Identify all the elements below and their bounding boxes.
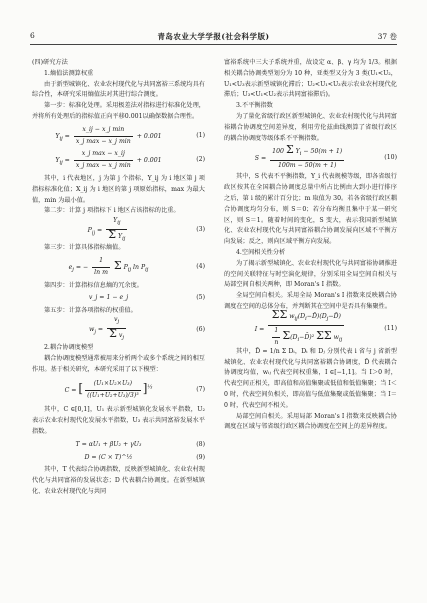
equation-8 [32,440,205,451]
eq8-expression: T = αU₁ + βU₂ + γU₃ [75,440,142,448]
equation-4: $e_j$ = − $\frac{1}{\text{ln m}}$ Σ $P_{ij}$ $\ln P_{ij}$ (4) [68,256,205,276]
paragraph: 其中，D̄ = 1/n Σ Dᵢ，Dᵢ 和 Dⱼ 分别代表 i 省与 j 省新型城镇化、农业农村现代化与共同富裕耦合协调度，D̄ 代表耦合协调度均值，wᵢⱼ 代表空间权重集，I ∈[−1,1]。当 I＞0 时，代表空间正相关，即高值和高值集聚或低值和低值集聚；当 I＜0 时，代表空间负相关，即高值与低值集聚或低值集聚；当 I＝0 时，代表空间不相关。 [224,347,397,409]
eq-number: (2) [196,156,205,164]
subsection-heading-spatial: 4.空间相关性分析 [236,248,286,256]
eq1-numerator: x_ij − x_j min [74,125,133,137]
paragraph: 局部空间自相关。采用局部 Moran's I 指数来反映耦合协调度在区域与邻省级行政区耦合协调度在空间上的差异程度。 [224,412,397,431]
paragraph: 为了量化省级行政区新型城镇化、农业农村现代化与共同富裕耦合协调度空间差异度，利用劳伦兹曲线测算了省级行政区的耦合协调度等级体系不平衡指数。 [224,112,397,142]
eq1-denominator: x_j max − x_j min [75,137,131,145]
eq-number: (7) [196,385,205,393]
subsection-heading-coupling: 2.耦合协调度模型 [44,343,94,351]
right-column [224,58,397,433]
paragraph: 其中，T 代表综合协调指数，反映新型城镇化、农业农村现代化与共同富裕的发展状态；D 代表耦合协调度。在新型城镇化、农业农村现代化与共同 [32,466,205,495]
journal-title: 青岛农业大学学报(社会科学版) [157,32,270,41]
eq-number: (4) [196,262,205,270]
eq2-denominator: x_j max − x_j min [75,162,131,170]
paragraph: 第一步：标准化处理。采用极差法对指标进行标准化处理，并将所有处理后的指标值正向平移0.001以确保数据合理性。 [32,102,205,120]
eq-number: (11) [384,325,397,333]
equation-5 [32,293,205,304]
eq-number: (6) [196,325,205,333]
paragraph: 耦合协调度模型通常被用来分析两个或多个系统之间的相互作用。基于相关研究，本研究采用了以下模型： [32,354,205,373]
eq9-expression: D = (C × T)^½ [84,453,133,461]
eq1-tail: + 0.001 [136,132,162,140]
eq-number: (9) [196,453,205,461]
paragraph: 为了揭示新型城镇化、农业农村现代化与共同富裕协调推进的空间关联特征与时空演化规律，分别采用全局空间自相关与局部空间自相关两种，即 Moran's I 指数。 [224,259,397,289]
equation-2: $Y_{ij}$ = $\frac{\text{x\_j max − x\_ij}}{\text{x\_j max − x\_j min}}$ + 0.001 (2) [32,149,205,172]
left-column [32,58,205,498]
eq-number: (1) [196,131,205,139]
paragraph: 由于新型城镇化、农业农村现代化与共同富裕三系统均具有综合性，本研究采用熵值法对其进行综合测度。 [32,80,205,99]
paragraph: 第二步：计算 j 项指标下 i 地区占该指标的比重。 [44,207,180,215]
equation-6: $w_j$ = $\frac{v_j}{\Sigma v_j}$ (6) [89,316,205,342]
paragraph: 第四步：计算指标信息熵的冗余度。 [44,281,143,289]
eq2-tail: + 0.001 [136,157,162,165]
equation-9 [32,453,205,464]
subsection-heading-imbalance: 3.不平衡指数 [236,102,273,110]
paragraph: 富裕系统中三大子系统并重，故设定 α、β、γ 均为 1/3。根据相关耦合协调类型划分为 10 种，亚类型又分为 3 类(U₁<U₂，U₁<U₃表示新型城镇化滞后；U₂<U₁<U₃表示农业农村现代化滞后；U₃<U₁<U₂表示共同富裕滞后)。 [224,59,397,99]
eq-number: (3) [196,225,205,233]
equation-3: $P_{ij}$ = $\frac{Y_{ij}}{\Sigma Y_{ij}}$ (3) [87,216,205,242]
eq5-expression: v_j = 1 − e_j [88,294,129,302]
volume-label: 37 卷 [377,32,397,41]
equation-1: $Y_{ij}$ = $\frac{\text{x\_ij − x\_j min}}{\text{x\_j max − x\_j min}}$ + 0.001 (1) [32,125,205,148]
paragraph: 第五步：计算各项指标的权重值。 [44,307,137,315]
equation-10: S = $\frac{100 \Sigma Y_i - 50(m + 1)}{100m - 50(m + 1)}$ (10) [254,142,397,169]
equation-11: I = ΣΣ $w_{ij}(D_i-D̄)(D_j-D̄)$ $\frac{1}{n}$ $\Sigma(D_i-D̄)^2$ ΣΣ $w_{ij}$ (11) [254,308,397,347]
section-heading: (四)研究方法 [32,59,68,66]
page-header [30,30,397,45]
paragraph: 第三步：计算具体指标熵值。 [44,244,125,252]
equation-7: C = [ $\frac{\text{(U₁×U₂×U₃)}}{\text{((U₁+U₂+U₃)/3)³}}$ ]$^{\frac{1}{3}}$ (7) [64,380,205,399]
eq-number: (8) [196,440,205,448]
subsection-heading-entropy: 1.熵值法测算权重 [44,69,94,77]
paragraph: 全局空间自相关。采用全局 Moran's I 指数来反映耦合协调度在空间的总体分布，并判断其在空间中是否具有集聚性。 [224,292,397,310]
eq-number: (5) [196,294,205,302]
paragraph: 其中，S 代表不平衡指数，Y_i 代表规模等级，即各省级行政区按其在全国耦合协调度总量中所占比例由大到小进行排序之后，第 i 级的累计百分比；m 取值为 30。若各省级行政区耦合协调度均匀分布，则 S＝0；若分布均衡且集中于某一研究区，则 S＝1。随着时间的变化，S 变大，表示我国新型城镇化、农业农村现代化与共同富裕耦合协调发展向区域不平衡方向发展；反之，则向区域平衡方向发展。 [224,173,397,246]
eq2-numerator: x_j max − x_ij [74,149,133,161]
eq-number: (10) [384,153,397,161]
page-number: 6 [30,31,35,40]
paragraph: 其中，i 代表地区，j 为第 j 个指标，Y_ij 为 i 地区第 j 项指标标准化值；X_ij 为 i 地区的第 j 项原始指标，max 为最大值，min 为最小值。 [32,174,205,204]
paragraph: 其中，C ∈[0,1]，U₁ 表示新型城镇化发展水平指数，U₂ 表示农业农村现代化发展水平指数，U₃ 表示共同富裕发展水平指数。 [32,406,205,435]
